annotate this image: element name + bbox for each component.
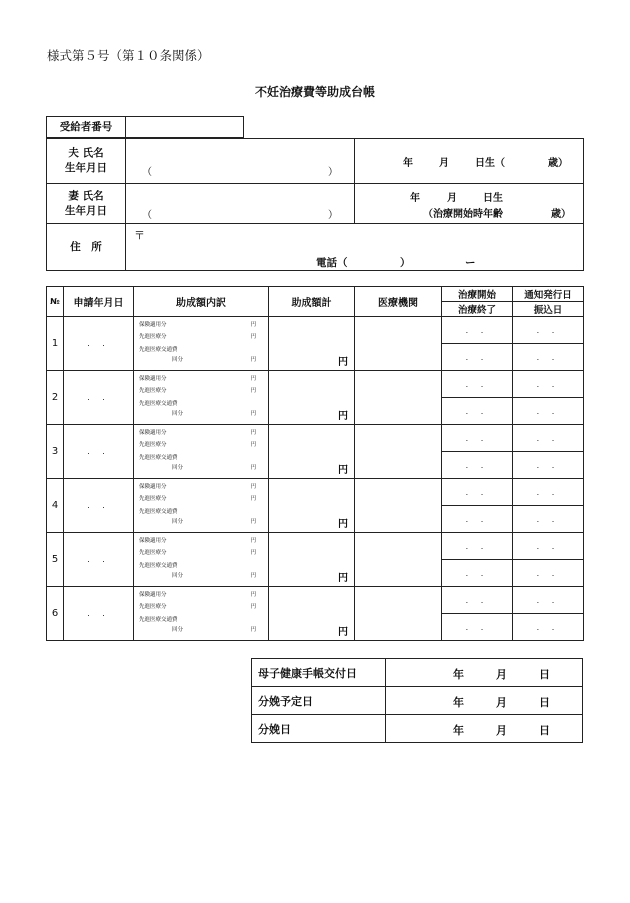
breakdown-transport xyxy=(134,613,268,625)
treatment-end-field[interactable]: . . xyxy=(442,560,513,587)
breakdown-advanced xyxy=(134,601,268,613)
phone-dash: ー xyxy=(465,257,476,269)
husband-paren-open: （ xyxy=(142,167,152,178)
breakdown-transport xyxy=(134,559,268,571)
insurance-label: 保険適用分 xyxy=(139,376,167,382)
husband-paren-close: ） xyxy=(328,167,338,178)
wife-age-note: （治療開始時年齢 xyxy=(423,209,503,220)
yen-unit: 円 xyxy=(250,465,256,471)
yen-unit: 円 xyxy=(250,430,256,436)
advanced-label: 先進医療分 xyxy=(139,550,167,556)
row-number: 5 xyxy=(47,533,64,587)
breakdown-insurance xyxy=(134,427,268,439)
husband-year: 年 xyxy=(403,158,413,169)
institution-field[interactable] xyxy=(355,587,442,641)
advanced-label: 先進医療分 xyxy=(139,604,167,610)
advanced-label: 先進医療分 xyxy=(139,442,167,448)
wife-birthdate-field[interactable] xyxy=(355,184,584,224)
row-number: 2 xyxy=(47,371,64,425)
header-notice-date: 通知発行日 xyxy=(513,287,584,302)
header-institution: 医療機関 xyxy=(355,287,442,317)
apply-date-field[interactable]: . . xyxy=(64,479,134,533)
header-treatment-start: 治療開始 xyxy=(442,287,513,302)
advanced-label: 先進医療分 xyxy=(139,496,167,502)
insurance-label: 保険適用分 xyxy=(139,484,167,490)
ledger-row xyxy=(47,371,584,398)
treatment-start-field[interactable]: . . xyxy=(442,479,513,506)
breakdown-cell[interactable] xyxy=(134,479,269,533)
breakdown-advanced xyxy=(134,331,268,343)
count-label: 回分 xyxy=(172,465,184,471)
wife-paren-close: ） xyxy=(328,209,338,221)
total-field[interactable] xyxy=(269,317,355,371)
breakdown-transport-count xyxy=(134,571,268,581)
insurance-label: 保険適用分 xyxy=(139,592,167,598)
breakdown-insurance xyxy=(134,481,268,493)
breakdown-transport-count xyxy=(134,517,268,527)
header-no: № xyxy=(47,287,64,317)
husband-birthdate-field[interactable] xyxy=(355,139,584,184)
breakdown-advanced xyxy=(134,493,268,505)
wife-label-name: 妻 氏名 xyxy=(68,189,104,202)
total-field[interactable] xyxy=(269,533,355,587)
total-field[interactable] xyxy=(269,425,355,479)
notice-date-field[interactable]: . . xyxy=(513,533,584,560)
day-label: 日 xyxy=(539,724,550,737)
treatment-start-field[interactable]: . . xyxy=(442,317,513,344)
subsidy-ledger-table xyxy=(46,286,584,641)
address-field[interactable] xyxy=(126,224,584,271)
notice-date-field[interactable]: . . xyxy=(513,587,584,614)
husband-label-name: 夫 氏名 xyxy=(68,147,104,159)
total-field[interactable] xyxy=(269,479,355,533)
yen-unit: 円 xyxy=(250,550,256,556)
transfer-date-field[interactable]: . . xyxy=(513,506,584,533)
year-label: 年 xyxy=(453,696,464,709)
breakdown-insurance xyxy=(134,589,268,601)
recipient-number-field[interactable] xyxy=(126,117,244,138)
breakdown-cell[interactable] xyxy=(134,533,269,587)
breakdown-cell[interactable] xyxy=(134,425,269,479)
breakdown-advanced xyxy=(134,439,268,451)
institution-field[interactable] xyxy=(355,371,442,425)
breakdown-cell[interactable] xyxy=(134,371,269,425)
count-label: 回分 xyxy=(172,519,184,525)
month-label: 月 xyxy=(496,668,507,681)
ledger-row xyxy=(47,533,584,560)
breakdown-advanced xyxy=(134,385,268,397)
husband-label xyxy=(47,139,126,184)
advanced-label: 先進医療分 xyxy=(139,334,167,340)
ledger-row xyxy=(47,425,584,452)
yen-unit: 円 xyxy=(250,604,256,610)
transfer-date-field[interactable]: . . xyxy=(513,344,584,371)
husband-month: 月 xyxy=(439,158,449,169)
year-label: 年 xyxy=(453,668,464,681)
count-label: 回分 xyxy=(172,573,184,579)
form-number: 様式第５号（第１０条関係） xyxy=(47,48,210,63)
page-title: 不妊治療費等助成台帳 xyxy=(254,85,375,99)
row-number: 6 xyxy=(47,587,64,641)
advanced-label: 先進医療分 xyxy=(139,388,167,394)
mch-handbook-date-label: 母子健康手帳交付日 xyxy=(252,659,386,687)
wife-day: 日生 xyxy=(483,193,503,204)
breakdown-cell[interactable] xyxy=(134,317,269,371)
breakdown-insurance xyxy=(134,319,268,331)
insurance-label: 保険適用分 xyxy=(139,430,167,436)
delivery-date-label: 分娩日 xyxy=(252,715,386,743)
husband-day-age: 日生（ xyxy=(475,158,505,169)
notice-date-field[interactable]: . . xyxy=(513,317,584,344)
apply-date-field[interactable]: . . xyxy=(64,533,134,587)
breakdown-transport xyxy=(134,397,268,409)
transfer-date-field[interactable]: . . xyxy=(513,614,584,641)
ledger-row xyxy=(47,479,584,506)
transport-label: 先進医療交通費 xyxy=(139,509,178,515)
total-yen-unit: 円 xyxy=(338,573,348,584)
count-label: 回分 xyxy=(172,627,184,633)
month-label: 月 xyxy=(496,724,507,737)
ledger-row xyxy=(47,587,584,614)
total-yen-unit: 円 xyxy=(338,465,348,476)
total-yen-unit: 円 xyxy=(338,357,348,368)
wife-paren-open: （ xyxy=(142,209,152,221)
header-breakdown: 助成額内訳 xyxy=(134,287,269,317)
transport-label: 先進医療交通費 xyxy=(139,401,178,407)
row-number: 1 xyxy=(47,317,64,371)
husband-label-birth: 生年月日 xyxy=(65,162,107,174)
treatment-start-field[interactable]: . . xyxy=(442,533,513,560)
day-label: 日 xyxy=(539,668,550,681)
wife-year: 年 xyxy=(410,193,420,204)
total-yen-unit: 円 xyxy=(338,627,348,638)
treatment-end-field[interactable]: . . xyxy=(442,344,513,371)
yen-unit: 円 xyxy=(250,322,256,328)
insurance-label: 保険適用分 xyxy=(139,538,167,544)
treatment-end-field[interactable]: . . xyxy=(442,614,513,641)
wife-name-field[interactable] xyxy=(126,184,355,224)
treatment-start-field[interactable]: . . xyxy=(442,587,513,614)
year-label: 年 xyxy=(453,724,464,737)
day-label: 日 xyxy=(539,696,550,709)
wife-label-birth: 生年月日 xyxy=(65,204,107,217)
yen-unit: 円 xyxy=(250,627,256,633)
due-date-label: 分娩予定日 xyxy=(252,687,386,715)
header-apply-date: 申請年月日 xyxy=(64,287,134,317)
transport-label: 先進医療交通費 xyxy=(139,617,178,623)
husband-name-field[interactable] xyxy=(126,139,355,184)
count-label: 回分 xyxy=(172,357,184,363)
apply-date-field[interactable]: . . xyxy=(64,587,134,641)
apply-date-field[interactable]: . . xyxy=(64,425,134,479)
institution-field[interactable] xyxy=(355,533,442,587)
transfer-date-field[interactable]: . . xyxy=(513,398,584,425)
apply-date-field[interactable]: . . xyxy=(64,371,134,425)
header-total: 助成額計 xyxy=(269,287,355,317)
treatment-end-field[interactable]: . . xyxy=(442,452,513,479)
address-label: 住 所 xyxy=(47,224,126,271)
month-label: 月 xyxy=(496,696,507,709)
transport-label: 先進医療交通費 xyxy=(139,455,178,461)
institution-field[interactable] xyxy=(355,425,442,479)
recipient-label: 受給者番号 xyxy=(47,117,126,138)
due-date-field[interactable] xyxy=(386,687,583,715)
notice-date-field[interactable]: . . xyxy=(513,425,584,452)
yen-unit: 円 xyxy=(250,411,256,417)
yen-unit: 円 xyxy=(250,357,256,363)
wife-age-close: 歳） xyxy=(551,209,571,220)
header-treatment-end: 治療終了 xyxy=(442,302,513,317)
yen-unit: 円 xyxy=(250,376,256,382)
notice-date-field[interactable]: . . xyxy=(513,371,584,398)
treatment-start-field[interactable]: . . xyxy=(442,371,513,398)
notice-date-field[interactable]: . . xyxy=(513,479,584,506)
ledger-row xyxy=(47,317,584,344)
breakdown-transport-count xyxy=(134,355,268,365)
recipient-table xyxy=(46,116,244,138)
yen-unit: 円 xyxy=(250,334,256,340)
treatment-start-field[interactable]: . . xyxy=(442,425,513,452)
yen-unit: 円 xyxy=(250,484,256,490)
yen-unit: 円 xyxy=(250,592,256,598)
total-field[interactable] xyxy=(269,371,355,425)
yen-unit: 円 xyxy=(250,538,256,544)
delivery-dates-table xyxy=(251,658,583,743)
breakdown-transport-count xyxy=(134,463,268,473)
transfer-date-field[interactable]: . . xyxy=(513,452,584,479)
breakdown-transport xyxy=(134,343,268,355)
yen-unit: 円 xyxy=(250,519,256,525)
yen-unit: 円 xyxy=(250,496,256,502)
treatment-end-field[interactable]: . . xyxy=(442,506,513,533)
institution-field[interactable] xyxy=(355,317,442,371)
transport-label: 先進医療交通費 xyxy=(139,563,178,569)
breakdown-cell[interactable] xyxy=(134,587,269,641)
yen-unit: 円 xyxy=(250,388,256,394)
wife-month: 月 xyxy=(447,193,457,204)
institution-field[interactable] xyxy=(355,479,442,533)
applicant-info-table xyxy=(46,138,584,271)
husband-age-close: 歳） xyxy=(548,158,568,169)
wife-label xyxy=(47,184,126,224)
apply-date-field[interactable]: . . xyxy=(64,317,134,371)
breakdown-transport-count xyxy=(134,625,268,635)
delivery-date-field[interactable] xyxy=(386,715,583,743)
breakdown-transport xyxy=(134,451,268,463)
breakdown-transport xyxy=(134,505,268,517)
row-number: 4 xyxy=(47,479,64,533)
count-label: 回分 xyxy=(172,411,184,417)
total-yen-unit: 円 xyxy=(338,519,348,530)
breakdown-transport-count xyxy=(134,409,268,419)
total-yen-unit: 円 xyxy=(338,411,348,422)
yen-unit: 円 xyxy=(250,442,256,448)
phone-label: 電話（ xyxy=(316,257,348,269)
postal-mark: 〒 xyxy=(134,229,145,242)
transport-label: 先進医療交通費 xyxy=(139,347,178,353)
transfer-date-field[interactable]: . . xyxy=(513,560,584,587)
total-field[interactable] xyxy=(269,587,355,641)
phone-close: ） xyxy=(400,257,411,269)
insurance-label: 保険適用分 xyxy=(139,322,167,328)
header-transfer-date: 振込日 xyxy=(513,302,584,317)
breakdown-insurance xyxy=(134,535,268,547)
mch-handbook-date-field[interactable] xyxy=(386,659,583,687)
treatment-end-field[interactable]: . . xyxy=(442,398,513,425)
breakdown-advanced xyxy=(134,547,268,559)
yen-unit: 円 xyxy=(250,573,256,579)
breakdown-insurance xyxy=(134,373,268,385)
row-number: 3 xyxy=(47,425,64,479)
